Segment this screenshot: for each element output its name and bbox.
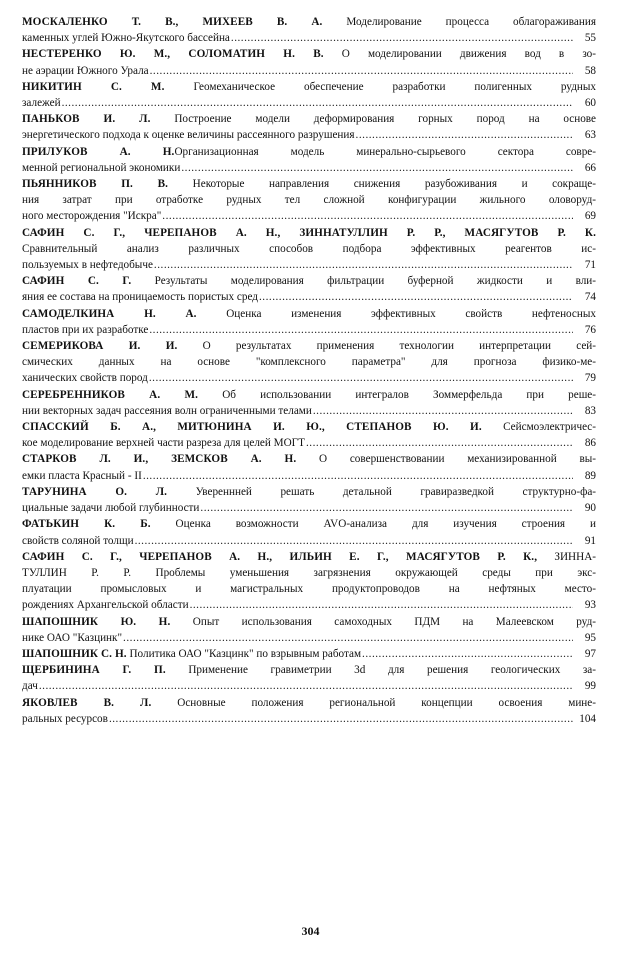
toc-entry-line: смических данных на основе "комплексного параметра" для прогноза физико-ме-: [22, 356, 596, 369]
toc-page-ref: 86: [584, 437, 596, 450]
toc-entry: [22, 646, 596, 662]
toc-page-ref: 97: [584, 647, 596, 660]
toc-entry-last-line: [22, 597, 596, 613]
toc-entry-line: пластов при их разработке: [22, 323, 149, 336]
toc-entry-last-line: [22, 711, 596, 727]
toc-entry-line: САФИН С. Г., ЧЕРЕПАНОВ А. Н., ИЛЬИН Е. Г., МАСЯГУТОВ Р. К., ЗИННА-: [22, 550, 596, 563]
toc-entry-line: рождениях Архангельской области: [22, 599, 189, 612]
toc-entry-line: НИКИТИН С. М. Геомеханическое обеспечение разработки полигенных рудных: [22, 80, 596, 93]
toc-page-ref: 63: [584, 129, 596, 142]
toc-entry: [22, 614, 596, 646]
toc-entry-line: энергетического подхода к оценке величины рассеянного разрушения: [22, 129, 355, 142]
toc-entry-line: СЕРЕБРЕННИКОВ А. М. Об использовании интегралов Зоммерфельда при реше-: [22, 388, 596, 401]
dot-leader: [62, 95, 573, 111]
toc-entry: [22, 662, 596, 694]
dot-leader: [135, 533, 573, 549]
toc-entry-last-line: [22, 630, 596, 646]
toc-entry-line: ЯКОВЛЕВ В. Л. Основные положения региональной концепции освоения мине-: [22, 696, 596, 709]
toc-entry-line: САМОДЕЛКИНА Н. А. Оценка изменения эффективных свойств нефтеносных: [22, 307, 596, 320]
toc-entry-last-line: [22, 208, 596, 224]
dot-leader: [200, 500, 573, 516]
toc-entry-line: нии векторных задач рассеяния волн ограниченными телами: [22, 404, 312, 417]
dot-leader: [39, 678, 573, 694]
toc-entry-line: ханических свойств пород: [22, 372, 148, 385]
toc-entry-line: СТАРКОВ Л. И., ЗЕМСКОВ А. Н. О совершенствовании механизированной вы-: [22, 453, 596, 466]
toc-page-ref: 83: [584, 404, 596, 417]
toc-entry-line: ШАПОШНИК С. Н. Политика ОАО "Казцинк" по взрывным работам: [22, 647, 362, 660]
toc-page-ref: 69: [584, 210, 596, 223]
dot-leader: [154, 257, 573, 273]
toc-entry-last-line: [22, 63, 596, 79]
dot-leader: [259, 289, 573, 305]
toc-entry: [22, 451, 596, 483]
dot-leader: [181, 160, 573, 176]
toc-entry-line: САФИН С. Г., ЧЕРЕПАНОВ А. Н., ЗИННАТУЛЛИН Р. Р., МАСЯГУТОВ Р. К.: [22, 226, 596, 239]
toc-entry-line: ния затрат при отработке рудных тел сложной конфигурации жильного оловоруд-: [22, 194, 596, 207]
toc-page-ref: 99: [584, 680, 596, 693]
toc-entry-line: нике ОАО "Казцинк": [22, 631, 123, 644]
toc-page-ref: 74: [584, 291, 596, 304]
toc-entry-last-line: [22, 678, 596, 694]
table-of-contents: [22, 14, 596, 727]
toc-entry: [22, 144, 596, 176]
dot-leader: [313, 403, 573, 419]
toc-entry-line: ЩЕРБИНИНА Г. П. Применение гравиметрии 3d для решения геологических за-: [22, 664, 596, 677]
toc-entry-line: ШАПОШНИК Ю. Н. Опыт использования самоходных ПДМ на Малеевском руд-: [22, 615, 596, 628]
toc-entry: [22, 176, 596, 225]
toc-entry-last-line: [22, 30, 596, 46]
dot-leader: [362, 646, 573, 662]
toc-entry-last-line: [22, 403, 596, 419]
toc-entry-last-line: [22, 95, 596, 111]
toc-entry: [22, 549, 596, 614]
dot-leader: [162, 208, 573, 224]
toc-entry-line: менной региональной экономики: [22, 161, 181, 174]
toc-entry: [22, 111, 596, 143]
toc-entry-line: ПЬЯННИКОВ П. В. Некоторые направления снижения разубоживания и сокраще-: [22, 178, 596, 191]
toc-entry-line: СЕМЕРИКОВА И. И. О результатах применения технологии интерпретации сей-: [22, 340, 596, 353]
toc-page-ref: 66: [584, 161, 596, 174]
toc-entry-last-line: [22, 646, 596, 662]
toc-page-ref: 90: [584, 502, 596, 515]
toc-entry-line: ральных ресурсов: [22, 712, 108, 725]
toc-entry: [22, 387, 596, 419]
toc-entry-line: ТУЛЛИН Р. Р. Проблемы уменьшения загрязнения окружающей среды при экс-: [22, 566, 596, 579]
toc-entry-last-line: [22, 370, 596, 386]
toc-entry-line: НЕСТЕРЕНКО Ю. М., СОЛОМАТИН Н. В. О моделировании движения вод в зо-: [22, 48, 596, 61]
toc-page-ref: 71: [584, 259, 596, 272]
dot-leader: [149, 322, 573, 338]
toc-entry: [22, 14, 596, 46]
toc-entry-line: пользуемых в нефтедобыче: [22, 259, 153, 272]
toc-page-ref: 79: [584, 372, 596, 385]
toc-page-ref: 58: [584, 64, 596, 77]
toc-entry: [22, 484, 596, 516]
toc-entry-line: ТАРУНИНА О. Л. Увереннней решать детальной гравиразведкой структурно-фа-: [22, 485, 596, 498]
toc-page-ref: 104: [579, 712, 596, 725]
toc-entry: [22, 516, 596, 548]
toc-page-ref: 60: [584, 97, 596, 110]
toc-entry: [22, 419, 596, 451]
toc-entry-last-line: [22, 468, 596, 484]
toc-entry-line: ного месторождения "Искра": [22, 210, 162, 223]
toc-entry-line: кое моделирование верхней части разреза для целей МОГТ: [22, 437, 305, 450]
toc-entry: [22, 338, 596, 387]
toc-page-ref: 55: [584, 32, 596, 45]
toc-entry-line: дач: [22, 680, 38, 693]
toc-entry: [22, 225, 596, 274]
toc-entry-line: ПРИЛУКОВ А. Н.Организационная модель минерально-сырьевого сектора совре-: [22, 145, 596, 158]
toc-page-ref: 76: [584, 323, 596, 336]
toc-page-ref: 95: [584, 631, 596, 644]
toc-entry-last-line: [22, 435, 596, 451]
toc-entry-line: свойств соляной толщи: [22, 534, 134, 547]
toc-entry-line: плуатации промысловых и магистральных продуктопроводов на нефтяных место-: [22, 583, 596, 596]
toc-entry-line: яния ее состава на проницаемость пористых сред: [22, 291, 258, 304]
dot-leader: [190, 597, 573, 613]
toc-page-ref: 89: [584, 469, 596, 482]
toc-entry-line: каменных углей Южно-Якутского бассейна: [22, 32, 230, 45]
toc-entry-line: ФАТЬКИН К. Б. Оценка возможности AVO-анализа для изучения строения и: [22, 518, 596, 531]
dot-leader: [143, 468, 573, 484]
toc-entry-line: МОСКАЛЕНКО Т. В., МИХЕЕВ В. А. Моделирование процесса облагораживания: [22, 16, 596, 28]
dot-leader: [109, 711, 573, 727]
toc-entry: [22, 273, 596, 305]
dot-leader: [306, 435, 573, 451]
toc-entry-last-line: [22, 257, 596, 273]
toc-entry: [22, 46, 596, 78]
toc-entry-line: СПАССКИЙ Б. А., МИТЮНИНА И. Ю., СТЕПАНОВ Ю. И. Сейсмоэлектричес-: [22, 421, 596, 434]
toc-page-ref: 91: [584, 534, 596, 547]
toc-entry-line: емки пласта Красный - II: [22, 469, 142, 482]
dot-leader: [149, 370, 573, 386]
toc-entry-last-line: [22, 289, 596, 305]
dot-leader: [356, 127, 573, 143]
toc-entry-last-line: [22, 160, 596, 176]
toc-page-ref: 93: [584, 599, 596, 612]
page-number: 304: [301, 924, 320, 938]
toc-entry-line: ПАНЬКОВ И. Л. Построение модели деформирования горных пород на основе: [22, 113, 596, 126]
dot-leader: [231, 30, 573, 46]
toc-entry-last-line: [22, 500, 596, 516]
toc-entry-line: не аэрации Южного Урала: [22, 64, 149, 77]
toc-entry-line: циальные задачи любой глубинности: [22, 502, 200, 515]
toc-entry-last-line: [22, 322, 596, 338]
toc-entry-line: САФИН С. Г. Результаты моделирования фильтрации буферной жидкости и вли-: [22, 275, 596, 288]
toc-entry: [22, 306, 596, 338]
dot-leader: [150, 63, 573, 79]
toc-entry-line: залежей: [22, 97, 61, 110]
toc-entry: [22, 79, 596, 111]
toc-entry-last-line: [22, 127, 596, 143]
toc-entry: [22, 695, 596, 727]
dot-leader: [123, 630, 573, 646]
toc-entry-line: Сравнительный анализ различных способов подбора эффективных реагентов ис-: [22, 242, 596, 255]
toc-entry-last-line: [22, 533, 596, 549]
